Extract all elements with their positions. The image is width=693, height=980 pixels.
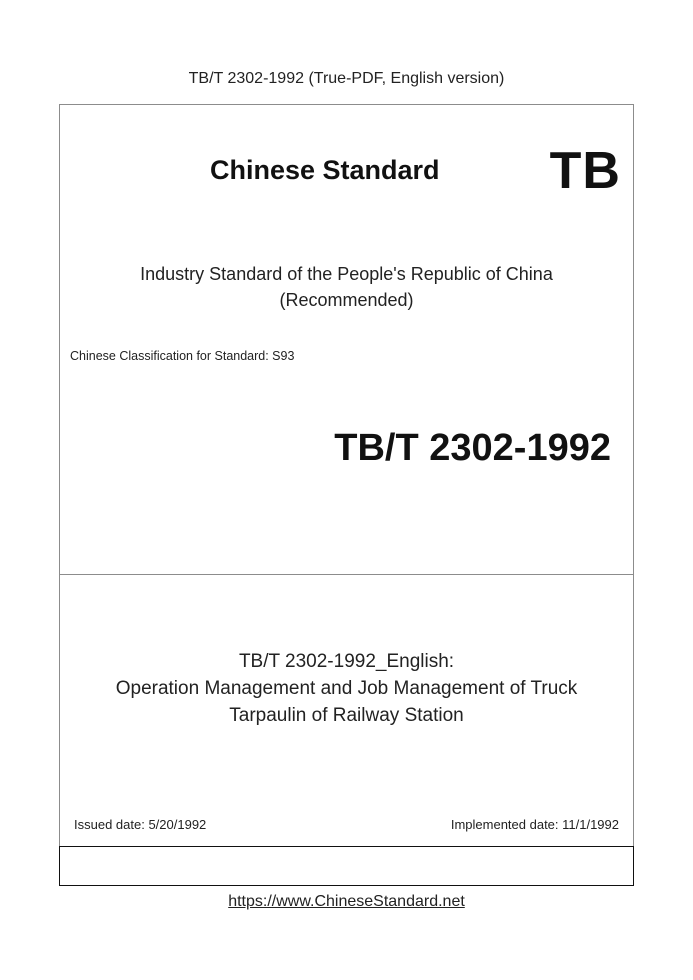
- english-title-block: [60, 648, 633, 729]
- footer: [0, 893, 693, 911]
- section-divider: [60, 574, 633, 575]
- standard-logo: TB: [549, 142, 621, 200]
- english-title-line-2: Operation Management and Job Management of Truck: [115, 678, 578, 699]
- cover-frame: [59, 104, 634, 886]
- document-header: TB/T 2302-1992 (True-PDF, English version): [188, 70, 505, 87]
- standard-number: TB/T 2302-1992: [334, 427, 611, 469]
- classification-text: Chinese Classification for Standard: S93: [70, 349, 295, 363]
- website-link[interactable]: https://www.ChineseStandard.net: [228, 893, 465, 910]
- industry-standard-heading: [60, 261, 633, 313]
- industry-line-1: Industry Standard of the People's Republic of China: [140, 264, 553, 284]
- english-title-line-1: TB/T 2302-1992_English:: [238, 651, 455, 672]
- document-type-title: Chinese Standard: [210, 155, 440, 185]
- english-title-line-3: Tarpaulin of Railway Station: [229, 705, 464, 726]
- industry-line-2: (Recommended): [279, 290, 414, 310]
- implemented-date: Implemented date: 11/1/1992: [450, 817, 619, 832]
- bottom-band: [59, 846, 634, 886]
- issued-date: Issued date: 5/20/1992: [74, 817, 207, 832]
